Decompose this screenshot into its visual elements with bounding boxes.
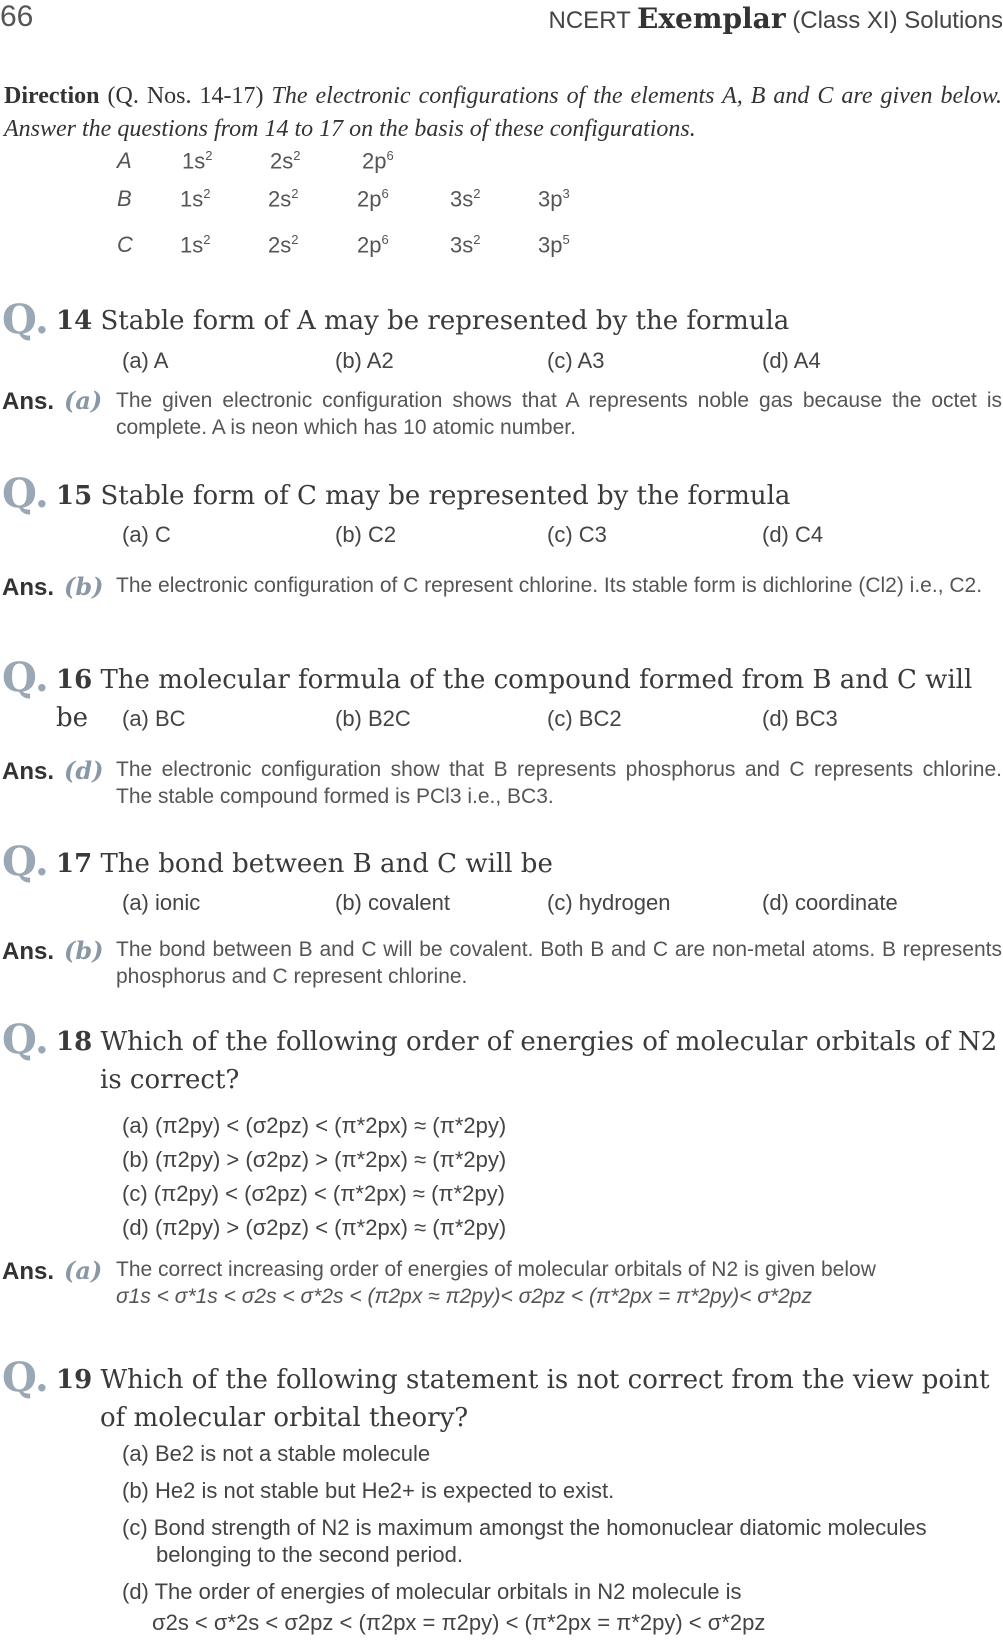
config-shell: $2p^6$ xyxy=(357,232,389,258)
question-mark-icon: Q. xyxy=(2,296,49,343)
option-a: (a) ionic xyxy=(122,890,201,915)
answer-line-2: σ1s < σ*1s < σ2s < σ*2s < (π2px ≈ π2py)< σ2pz < (π*2px = π*2py)< σ*2pz xyxy=(116,1285,812,1308)
book-bold-title: Exemplar xyxy=(636,2,786,35)
answer-text: The electronic configuration show that B represents phosphorus and C represents chlorine. The stable compound formed is PCl3 i.e., BC3. xyxy=(116,758,1002,808)
config-shell: $3p^3$ xyxy=(538,186,570,212)
option-b: (b) A2 xyxy=(335,348,394,373)
config-shell: $1s^2$ xyxy=(180,186,211,212)
option-b: (b) C2 xyxy=(335,522,397,547)
answer-key: (d) xyxy=(64,756,104,785)
config-shell: $3p^5$ xyxy=(538,232,570,258)
answer-text xyxy=(116,1256,1002,1310)
option-list xyxy=(122,1112,1002,1248)
answer-text: The given electronic configuration shows that A represents noble gas because the octet is complete. A is neon which has 10 atomic number. xyxy=(116,389,1002,439)
book-prefix: NCERT xyxy=(548,7,631,34)
question-text: 14 Stable form of A may be represented by the formula xyxy=(56,306,790,336)
option-a: (a) BC xyxy=(122,706,186,731)
config-row-c xyxy=(0,232,1003,266)
option-c: (c) A3 xyxy=(547,348,605,373)
config-shell: $2s^2$ xyxy=(270,148,301,174)
option-b: (b) covalent xyxy=(335,890,450,915)
answer-key: (b) xyxy=(64,936,104,965)
option-c: (c) C3 xyxy=(547,522,607,547)
question-mark-icon: Q. xyxy=(2,838,49,885)
option-c: (c) BC2 xyxy=(547,706,622,731)
option-d: (d) coordinate xyxy=(762,890,898,915)
option-a: (a) A xyxy=(122,348,169,373)
answer-line-1: The correct increasing order of energies of molecular orbitals of N2 is given below xyxy=(116,1258,876,1281)
question-text: 16 The molecular formula of the compound formed from B and C will be xyxy=(56,665,973,733)
config-shell: $3s^2$ xyxy=(450,232,481,258)
option-d: (d) (π2py) > (σ2pz) < (π*2px) ≈ (π*2py) xyxy=(122,1215,507,1240)
answer-key: (a) xyxy=(64,1256,103,1285)
configuration-table xyxy=(0,148,1003,258)
config-row-b xyxy=(0,186,1003,220)
answer-label: Ans. xyxy=(2,938,55,965)
question-text: 19 Which of the following statement is not correct from the view point of molecular orbital theory? xyxy=(56,1365,990,1433)
option-b: (b) B2C xyxy=(335,706,411,731)
config-element: B xyxy=(117,186,132,211)
config-element: A xyxy=(117,148,132,173)
option-c: (c) hydrogen xyxy=(547,890,671,915)
option-d: (d) A4 xyxy=(762,348,821,373)
option-a: (a) (π2py) < (σ2pz) < (π*2px) ≈ (π*2py) xyxy=(122,1113,507,1138)
question-text: 18 Which of the following order of energies of molecular orbitals of N2 is correct? xyxy=(56,1027,998,1095)
option-b: (b) (π2py) > (σ2pz) > (π*2px) ≈ (π*2py) xyxy=(122,1147,507,1172)
config-shell: $1s^2$ xyxy=(182,148,213,174)
option-d: (d) The order of energies of molecular orbitals in N2 molecule is xyxy=(122,1579,742,1604)
answer-label: Ans. xyxy=(2,388,55,415)
question-mark-icon: Q. xyxy=(2,654,49,701)
config-element: C xyxy=(117,232,133,257)
option-d: (d) C4 xyxy=(762,522,824,547)
config-row-a xyxy=(0,148,1003,182)
config-shell: $2s^2$ xyxy=(268,232,299,258)
question-text: 17 The bond between B and C will be xyxy=(56,849,553,879)
direction-lead: Direction xyxy=(4,83,100,109)
page-number: 66 xyxy=(0,0,34,33)
config-shell: $2s^2$ xyxy=(268,186,299,212)
direction-paragraph xyxy=(4,80,1002,146)
direction-text: The electronic configurations of the elements A, B and C are given below. Answer the questions from 14 to 17 on the basis of these configurations. xyxy=(4,83,1003,142)
answer-label: Ans. xyxy=(2,574,55,601)
answer-text: The bond between B and C will be covalent. Both B and C are non-metal atoms. B represents phosphorus and C represent chlorine. xyxy=(116,938,1002,988)
question-mark-icon: Q. xyxy=(2,470,49,517)
config-shell: $2p^6$ xyxy=(357,186,389,212)
option-a: (a) Be2 is not a stable molecule xyxy=(122,1441,431,1466)
option-d: (d) BC3 xyxy=(762,706,838,731)
direction-range: (Q. Nos. 14-17) xyxy=(107,83,264,109)
answer-label: Ans. xyxy=(2,1258,55,1285)
answer-label: Ans. xyxy=(2,758,55,785)
question-mark-icon: Q. xyxy=(2,1016,49,1063)
answer-key: (a) xyxy=(64,386,103,415)
config-shell: $1s^2$ xyxy=(180,232,211,258)
answer-text: The electronic configuration of C represent chlorine. Its stable form is dichlorine (Cl2) i.e., C2. xyxy=(116,574,983,597)
option-c: (c) Bond strength of N2 is maximum amongst the homonuclear diatomic molecules belonging to the second period. xyxy=(122,1515,927,1567)
option-b: (b) He2 is not stable but He2+ is expected to exist. xyxy=(122,1478,615,1503)
book-suffix: (Class XI) Solutions xyxy=(792,7,1003,34)
answer-key: (b) xyxy=(64,572,104,601)
option-list xyxy=(122,1440,1002,1636)
option-d-formula: σ2s < σ*2s < σ2pz < (π2px = π2py) < (π*2px = π*2py) < σ*2pz xyxy=(152,1610,766,1635)
running-header xyxy=(549,2,1003,35)
option-c: (c) (π2py) < (σ2pz) < (π*2px) ≈ (π*2py) xyxy=(122,1181,505,1206)
question-text: 15 Stable form of C may be represented by the formula xyxy=(56,481,791,511)
config-shell: $2p^6$ xyxy=(362,148,394,174)
config-shell: $3s^2$ xyxy=(450,186,481,212)
option-a: (a) C xyxy=(122,522,171,547)
question-mark-icon: Q. xyxy=(2,1354,49,1401)
